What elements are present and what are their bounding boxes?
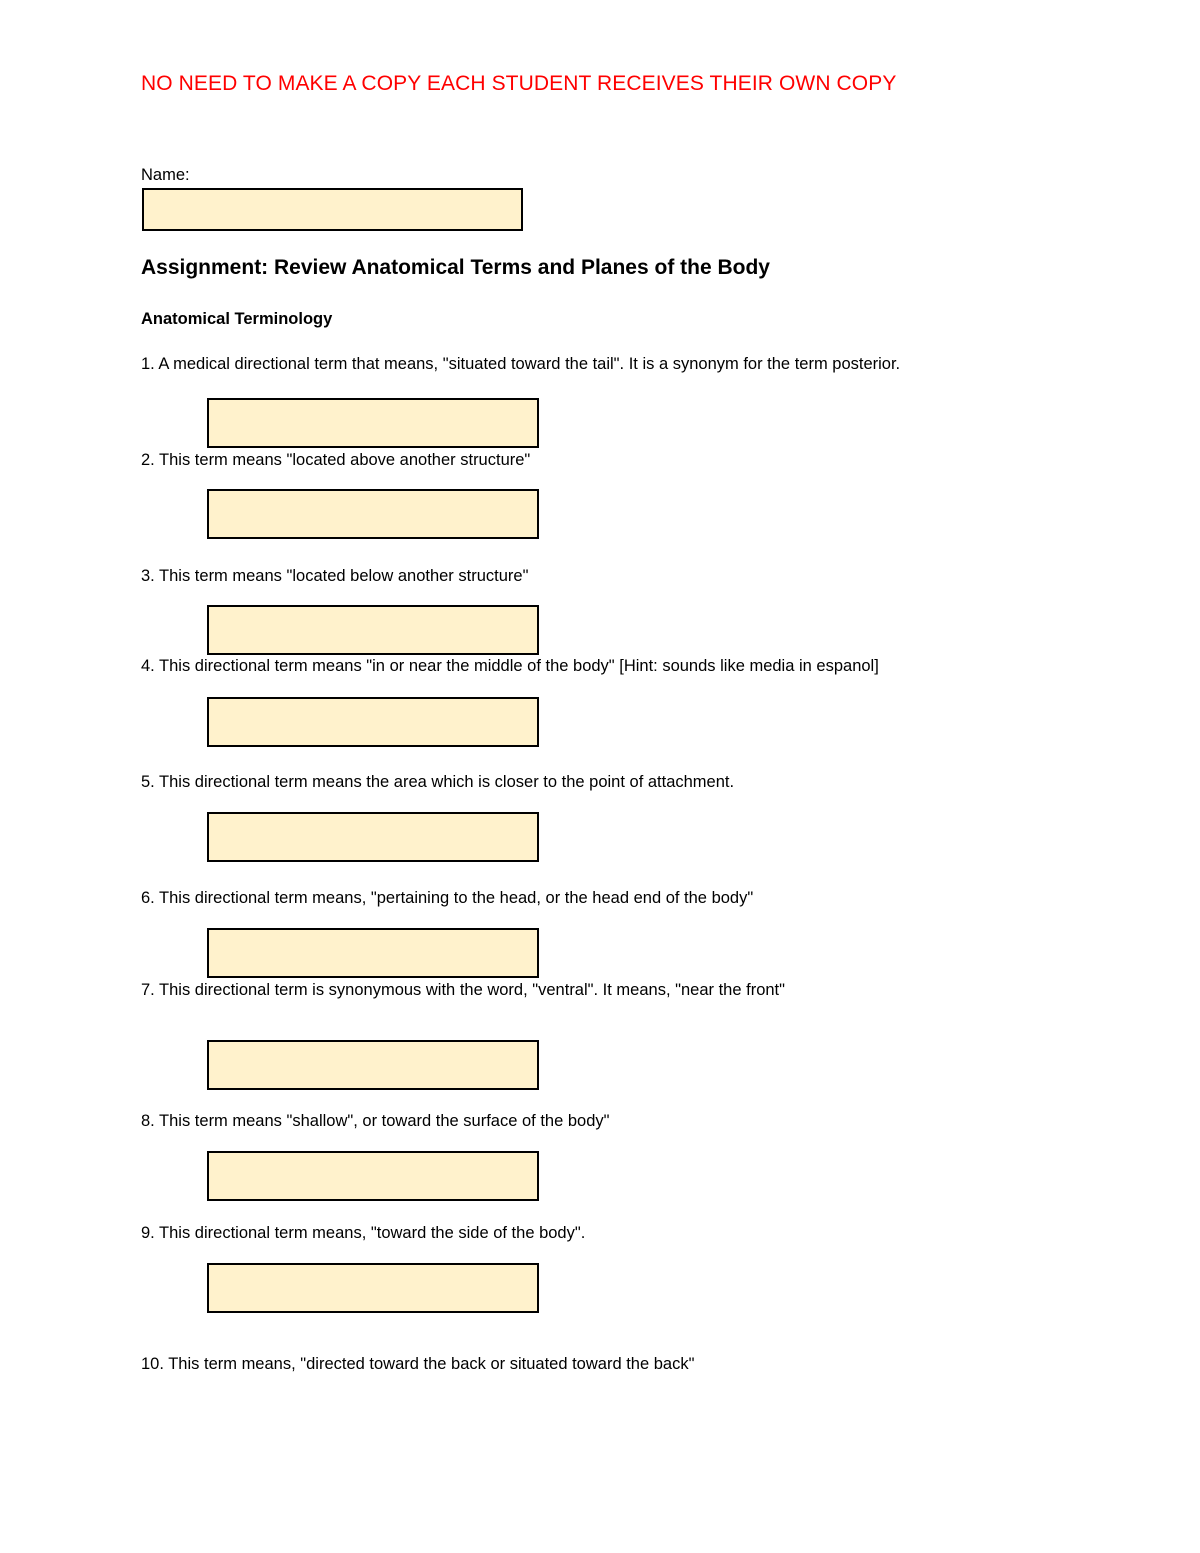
question-1-text: 1. A medical directional term that means, "situated toward the tail". It is a synonym for the term posterior. [141,355,901,373]
answer-1-input[interactable] [207,398,539,448]
section-heading: Anatomical Terminology [141,310,333,328]
assignment-title: Assignment: Review Anatomical Terms and Planes of the Body [141,256,770,279]
answer-7-input[interactable] [207,1040,539,1090]
question-2-text: 2. This term means "located above another structure" [141,451,531,469]
question-4-text: 4. This directional term means "in or near the middle of the body" [Hint: sounds like media in espanol] [141,657,879,675]
question-3-text: 3. This term means "located below another structure" [141,567,529,585]
question-5-text: 5. This directional term means the area which is closer to the point of attachment. [141,773,735,791]
answer-4-input[interactable] [207,697,539,747]
question-8-text: 8. This term means "shallow", or toward the surface of the body" [141,1112,610,1130]
answer-6-input[interactable] [207,928,539,978]
copy-notice: NO NEED TO MAKE A COPY EACH STUDENT RECEIVES THEIR OWN COPY [141,72,897,95]
answer-3-input[interactable] [207,605,539,655]
name-input[interactable] [142,188,523,231]
name-label: Name: [141,166,190,184]
question-9-text: 9. This directional term means, "toward the side of the body". [141,1224,586,1242]
question-10-text: 10. This term means, "directed toward the back or situated toward the back" [141,1355,695,1373]
answer-8-input[interactable] [207,1151,539,1201]
question-6-text: 6. This directional term means, "pertaining to the head, or the head end of the body" [141,889,754,907]
question-7-text: 7. This directional term is synonymous with the word, "ventral". It means, "near the front" [141,981,785,999]
answer-9-input[interactable] [207,1263,539,1313]
answer-2-input[interactable] [207,489,539,539]
answer-5-input[interactable] [207,812,539,862]
